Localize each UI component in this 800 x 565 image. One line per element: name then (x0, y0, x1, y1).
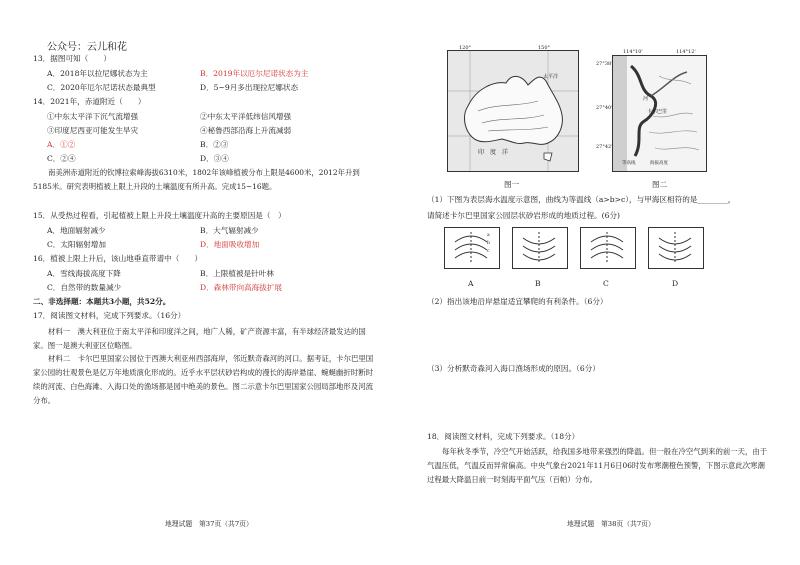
q14-stem: 14．2021年，赤道附近（ ） (33, 97, 146, 106)
option-d-diagram[interactable] (648, 227, 704, 269)
q15-stem: 15．从受热过程看，引起植被上限上升段土壤温度升高的主要原因是（ ） (33, 211, 286, 220)
isotherm-c (581, 228, 635, 268)
q16-option-c: C．自然带的数量减少 (47, 283, 122, 292)
q15-option-a: A．地面辐射减少 (47, 226, 106, 235)
q13-stem: 13．据图可知（ ） (33, 54, 112, 63)
q16-option-d: D．森林带向高海拔扩展 (200, 283, 283, 292)
page-footer-right: 地理试题 第38页（共7页） (567, 520, 655, 528)
q16-option-a: A．雪线海拔高度下降 (47, 269, 121, 278)
figure-2-caption: 图二 (652, 180, 668, 189)
page-header: 公众号：云儿和花 (47, 42, 127, 53)
fig2-lon-1: 114°10' (623, 49, 643, 55)
q16-option-b: B．上限植被是针叶林 (200, 269, 274, 278)
option-b-diagram[interactable] (512, 227, 568, 269)
iso-label-a: a (487, 233, 490, 238)
q14-option-a: A．①② (47, 140, 76, 149)
q17-stem: 17．阅读图文材料，完成下列要求。（16分） (33, 311, 186, 320)
iso-label-b: b (487, 241, 490, 246)
q14-option-b: B．②③ (200, 140, 229, 149)
q13-option-a: A．2018年以拉尼娜状态为主 (47, 69, 148, 78)
q13-option-c: C．2020年厄尔尼诺状态最典型 (47, 83, 156, 92)
isotherm-b (513, 228, 567, 268)
q17-part3: （3）分析默奇森河入海口渔场形成的原因。（6分） (427, 364, 600, 373)
q14-statement-3: ③印度尼西亚可能发生旱灾 (47, 126, 139, 135)
fig2-lon-2: 114°12' (676, 49, 696, 55)
q15-option-b: B．大气辐射减少 (200, 226, 259, 235)
iso-label-c: c (487, 249, 490, 254)
q14-statement-1: ①中东太平洋下沉气流增强 (47, 112, 139, 121)
option-label-d: D (672, 279, 679, 288)
option-label-b: B (535, 279, 541, 288)
fig1-pacific-label: 太平洋 (543, 74, 559, 80)
option-label-a: A (468, 279, 474, 288)
page-footer-left: 地理试题 第37页（共7页） (165, 520, 253, 528)
q15-option-c: C．太阳辐射增加 (47, 240, 106, 249)
option-a-diagram[interactable] (444, 227, 500, 269)
q18-text: 每年秋冬季节，冷空气开始活跃，给我国多地带来强烈的降温。但一般在冷空气到来的前一天，由于气温压低，气温反而异常偏高。中央气象台2021年11月6日06时发布寒潮橙色预警，下图示意此次寒潮过程最大降温日前一时刻海平面气压（百帕）分布。 (427, 447, 768, 484)
fig2-river-label: 河 (643, 96, 649, 102)
q14-statement-2: ②中东太平洋低纬信风增强 (200, 112, 292, 121)
q13-option-d: D．5~9月多出现拉尼娜状态 (200, 83, 299, 92)
fig2-lat-3: 27°42' (596, 144, 613, 150)
q16-stem: 16．植被上限上升后，该山地垂直带谱中（ ） (33, 254, 203, 263)
australia-map (448, 51, 578, 171)
fig2-legend-contour: 等高线 (622, 161, 636, 166)
material-1: 材料一 澳大利亚位于南太平洋和印度洋之间，地广人稀，矿产资源丰富，有半球经济最发达的国家。图一是澳大利亚区位略图。 (33, 327, 366, 350)
q14-option-d: D．③④ (200, 154, 229, 163)
q17-part2: （2）指出该地沿岸悬崖适宜攀爬的有利条件。（6分） (427, 297, 608, 306)
q17-part1: （1）下图为表层海水温度示意图，曲线为等温线（a>b>c），与甲海区相符的是________， (427, 195, 736, 204)
isotherm-d (649, 228, 703, 268)
fig1-ocean-label: 印 度 洋 (478, 149, 509, 156)
isotherm-a (445, 228, 499, 268)
fig2-lat-2: 27°40' (596, 105, 613, 111)
q17-part1-b: 请简述卡尔巴里国家公园层状砂岩形成的地质过程。(6分) (427, 211, 621, 220)
q18-stem: 18．阅读图文材料，完成下列要求。（18分） (427, 432, 580, 441)
fig2-legend-elev: 海拔高度 (650, 161, 668, 166)
fig1-lon-150: 150° (538, 45, 551, 51)
section-heading: 二、非选择题：本题共3小题，共52分。 (33, 297, 171, 306)
fig2-lat-1: 27°38' (596, 61, 613, 67)
intro-q15-16: 南美洲赤道附近的钦博拉索峰海拔6310米，1802年该峰植被分布上限是4600米，2012年升到5185米。研究表明植被上限上升段的土壤温度有所升高。完成15~16题。 (33, 168, 360, 191)
fig1-lon-120: 120° (459, 45, 472, 51)
q14-option-c: C．②④ (47, 154, 76, 163)
q13-option-b: B．2019年以厄尔尼诺状态为主 (200, 69, 309, 78)
fig2-kalbarri-label: 卡尔巴里 (647, 109, 668, 115)
figure-1-map (447, 50, 579, 172)
q14-statement-4: ④秘鲁西部沿海上升流减弱 (200, 126, 292, 135)
figure-1-caption: 图一 (504, 180, 520, 189)
q15-option-d: D．地面吸收增加 (200, 240, 260, 249)
option-label-c: C (603, 279, 609, 288)
option-c-diagram[interactable] (580, 227, 636, 269)
material-2: 材料二 卡尔巴里国家公园位于西澳大利亚州西部海岸，邻近默奇森河的河口。据考证，卡尔巴里国家公园的壮观景色是亿万年地质演化形成的。近乎水平层状砂岩构成的漫长的海岸悬崖、蜿蜒幽折时断时续的河流、白色海滩、入海口处的渔场都是园中绝美的景色。图二示意卡尔巴里国家公园局部地形及河流分布。 (33, 354, 374, 405)
